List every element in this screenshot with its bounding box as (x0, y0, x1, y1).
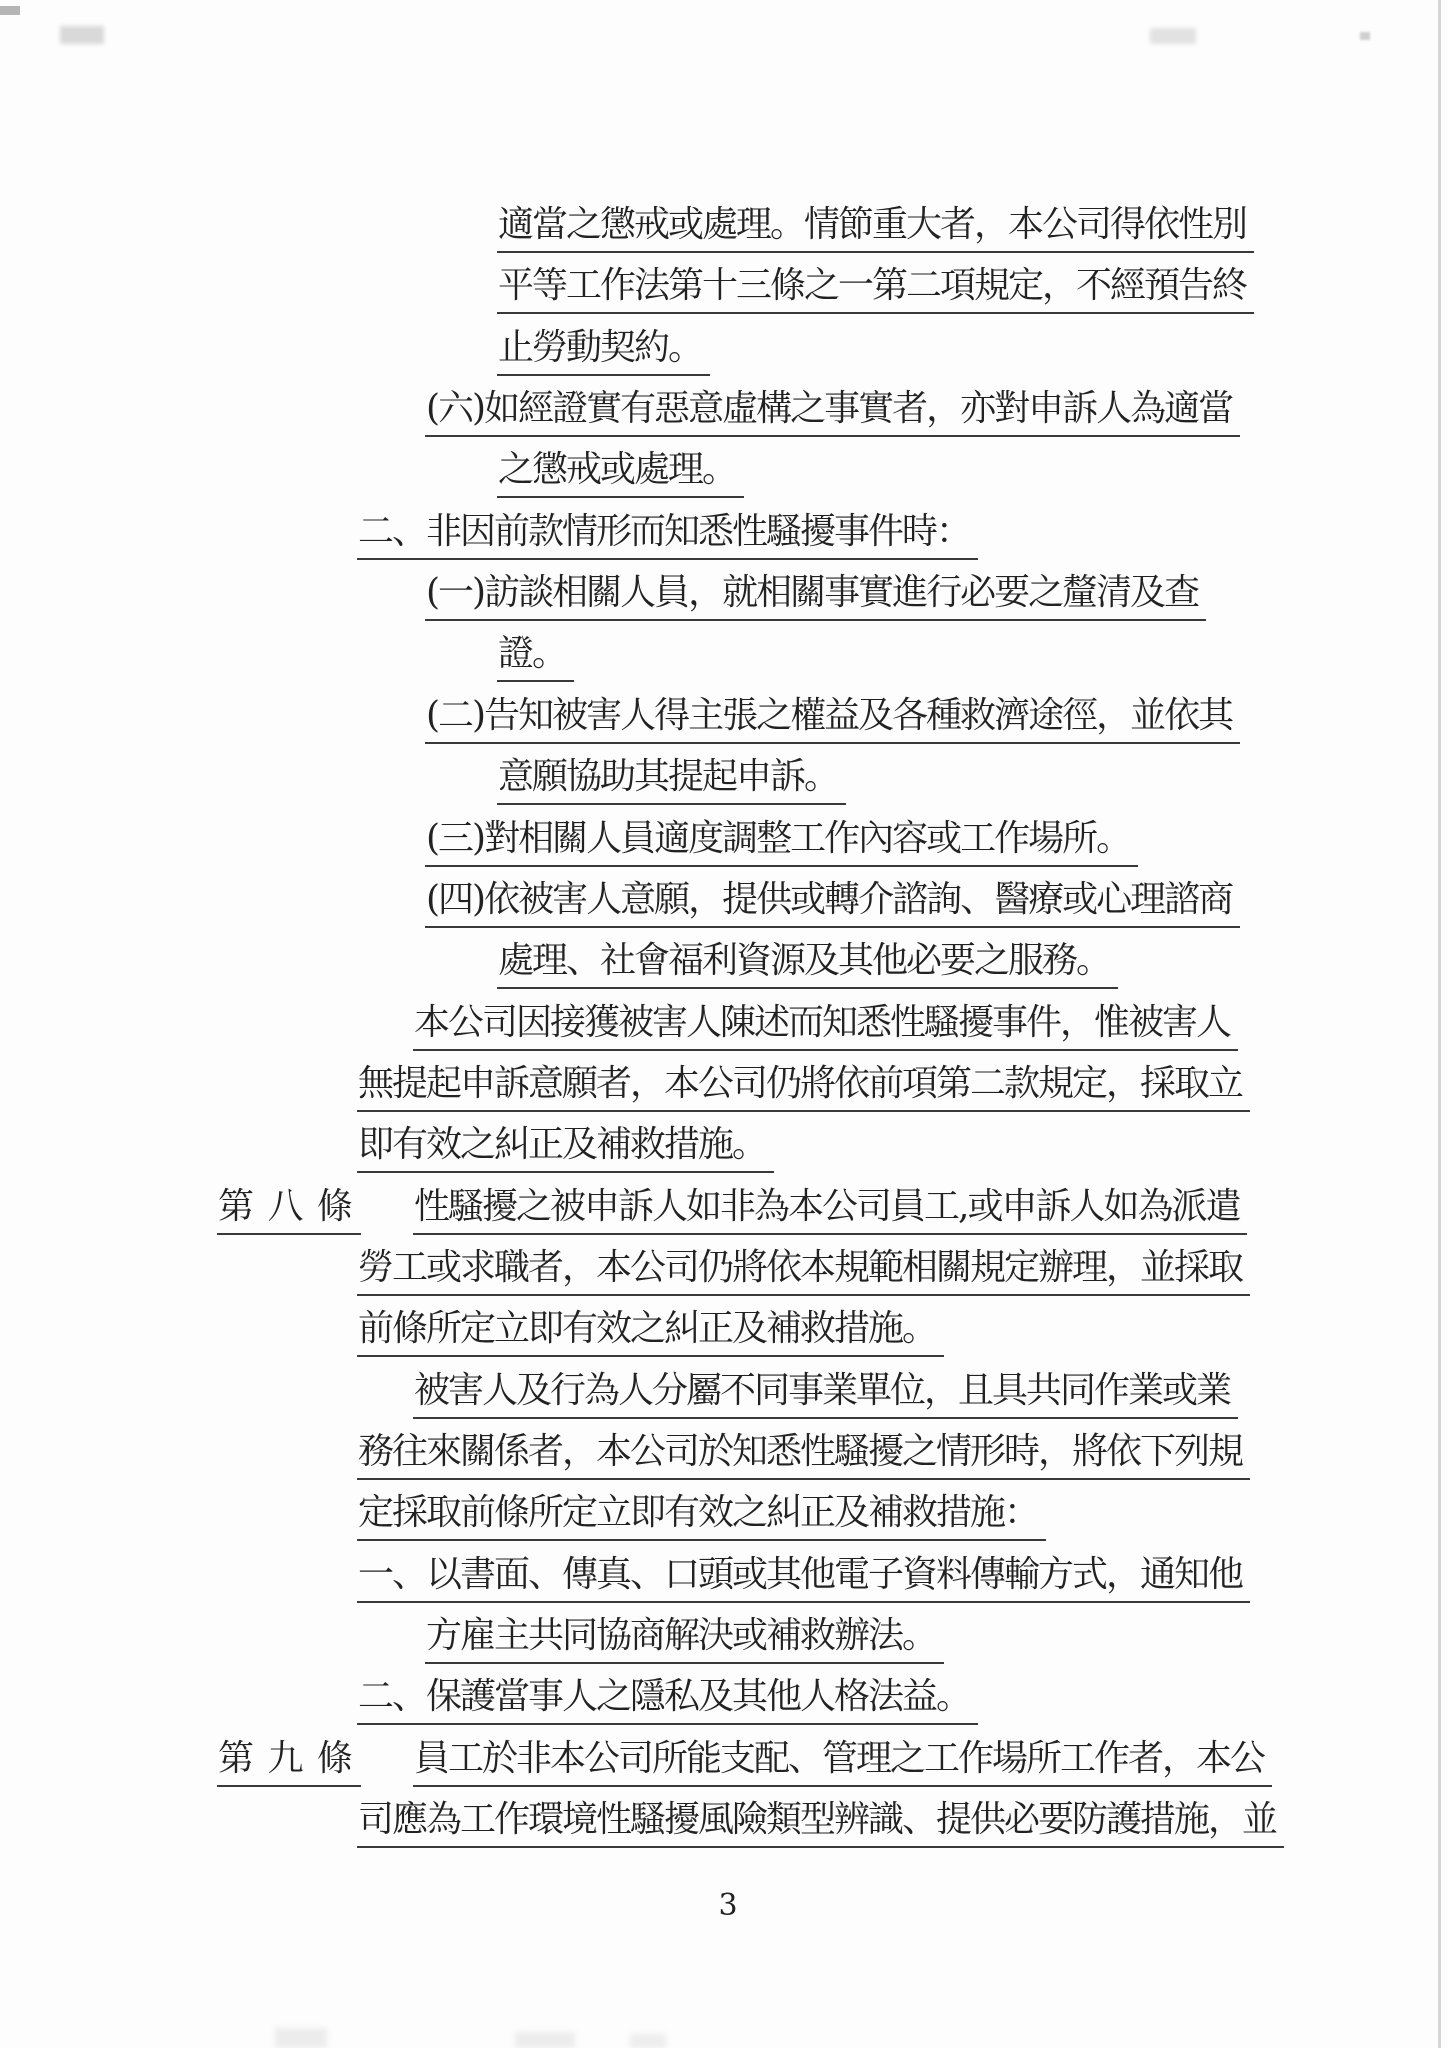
scan-artifact (630, 2034, 666, 2048)
text-line-content: 性騷擾之被申訴人如非為本公司員工,或申訴人如為派遣 (413, 1189, 1247, 1235)
text-line (0, 1676, 1447, 1739)
text-line (0, 449, 1447, 512)
text-line (0, 1308, 1447, 1371)
text-line (0, 1738, 1447, 1801)
text-line (0, 388, 1447, 451)
text-line-content: 二、保護當事人之隱私及其他人格法益。 (357, 1679, 978, 1725)
text-line-content: 被害人及行為人分屬不同事業單位，且具共同作業或業 (413, 1373, 1238, 1419)
text-line-content: 定採取前條所定立即有效之糾正及補救措施： (357, 1495, 1046, 1541)
text-line (0, 572, 1447, 635)
text-line (0, 756, 1447, 819)
text-line-content: 二、非因前款情形而知悉性騷擾事件時： (357, 514, 978, 560)
text-line-content: 員工於非本公司所能支配、管理之工作場所工作者，本公 (413, 1741, 1272, 1787)
text-line-content: 司應為工作環境性騷擾風險類型辨識、提供必要防護措施，並 (357, 1802, 1284, 1848)
text-line (0, 1370, 1447, 1433)
text-line (0, 695, 1447, 758)
text-line (0, 940, 1447, 1003)
text-line-content: 本公司因接獲被害人陳述而知悉性騷擾事件，惟被害人 (413, 1005, 1238, 1051)
text-line-content: (六)如經證實有惡意虛構之事實者，亦對申訴人為適當 (425, 391, 1240, 437)
text-line-content: 即有效之糾正及補救措施。 (357, 1127, 774, 1173)
scan-artifact (0, 6, 20, 15)
scan-artifact (515, 2032, 575, 2048)
text-line (0, 327, 1447, 390)
text-line (0, 1247, 1447, 1310)
text-line (0, 1492, 1447, 1555)
article-number-label: 第 八 條 (217, 1189, 361, 1235)
text-line-content: (三)對相關人員適度調整工作內容或工作場所。 (425, 821, 1138, 867)
text-line (0, 879, 1447, 942)
text-line (0, 511, 1447, 574)
text-line (0, 1615, 1447, 1678)
scan-artifact (60, 26, 104, 44)
article-number-label: 第 九 條 (217, 1741, 361, 1787)
text-line-content: 證。 (497, 636, 574, 682)
text-line-content: 勞工或求職者，本公司仍將依本規範相關規定辦理，並採取 (357, 1250, 1250, 1296)
text-line (0, 1063, 1447, 1126)
text-line (0, 633, 1447, 696)
text-line-content: (四)依被害人意願，提供或轉介諮詢、醫療或心理諮商 (425, 882, 1240, 928)
text-line (0, 1431, 1447, 1494)
text-line-content: 意願協助其提起申訴。 (497, 759, 846, 805)
scan-artifact (1360, 32, 1370, 40)
page-number: 3 (718, 1888, 738, 1923)
text-line (0, 1799, 1447, 1862)
text-line-content: 之懲戒或處理。 (497, 452, 744, 498)
text-line (0, 1124, 1447, 1187)
text-line (0, 1002, 1447, 1065)
text-line-content: 前條所定立即有效之糾正及補救措施。 (357, 1311, 944, 1357)
text-line-content: 一、以書面、傳真、口頭或其他電子資料傳輸方式，通知他 (357, 1557, 1250, 1603)
scan-artifact (275, 2028, 327, 2048)
text-line-content: (二)告知被害人得主張之權益及各種救濟途徑，並依其 (425, 698, 1240, 744)
text-line-content: 無提起申訴意願者，本公司仍將依前項第二款規定，採取立 (357, 1066, 1250, 1112)
scan-edge-line (1438, 0, 1441, 2048)
text-line (0, 204, 1447, 267)
text-line (0, 818, 1447, 881)
text-line-content: 方雇主共同協商解決或補救辦法。 (425, 1618, 944, 1664)
text-line-content: 務往來關係者，本公司於知悉性騷擾之情形時，將依下列規 (357, 1434, 1250, 1480)
text-line (0, 1186, 1447, 1249)
text-line-content: 適當之懲戒或處理。情節重大者，本公司得依性別 (497, 207, 1254, 253)
text-line (0, 265, 1447, 328)
text-line-content: 處理、社會福利資源及其他必要之服務。 (497, 943, 1118, 989)
scan-artifact (1150, 28, 1196, 44)
text-line-content: 止勞動契約。 (497, 330, 710, 376)
text-line-content: (一)訪談相關人員，就相關事實進行必要之釐清及查 (425, 575, 1206, 621)
text-line-content: 平等工作法第十三條之一第二項規定，不經預告終 (497, 268, 1254, 314)
text-line (0, 1554, 1447, 1617)
